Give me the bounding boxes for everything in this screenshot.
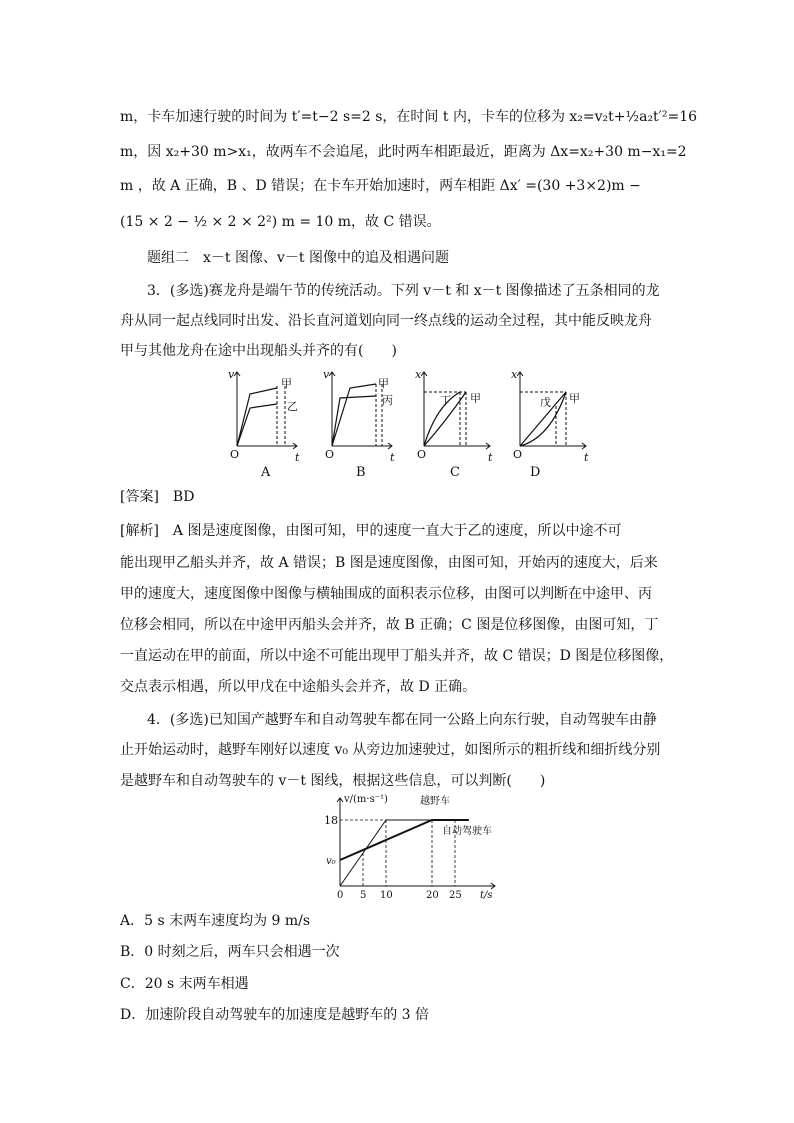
q4-option-a: A．5 s 末两车速度均为 9 m/s	[120, 913, 311, 929]
graph-a-label-yi: 乙	[287, 400, 298, 413]
q3-stem-line-1: 3．(多选)赛龙舟是端午节的传统活动。下列 v－t 和 x－t 图像描述了五条相同的龙	[147, 283, 660, 299]
solution-line-3: m ，故 A 正确，B 、D 错误；在卡车开始加速时，两车相距 Δx′ =(30 +3×2)m −	[120, 178, 641, 194]
q3-analysis-line-1: [解析] A 图是速度图像，由图可知，甲的速度一直大于乙的速度，所以中途不可	[120, 523, 622, 539]
q3-stem-line-2: 舟从同一起点线同时出发、沿长直河道划向同一终点线的运动全过程，其中能反映龙舟	[120, 313, 652, 329]
graph-a-xlabel: t	[295, 451, 300, 464]
q4-xtick-20: 20	[426, 890, 439, 901]
solution-line-2: m，因 x₂+30 m>x₁，故两车不会追尾，此时两车相距最近，距离为 Δx=x₂+30 m−x₁=2	[120, 144, 687, 160]
q4-stem-line-1: 4．(多选)已知国产越野车和自动驾驶车都在同一公路上向东行驶，自动驾驶车由静	[147, 712, 657, 728]
q4-xtick-25: 25	[449, 890, 462, 901]
q3-analysis-line-6: 交点表示相遇，所以甲戊在中途船头会并齐，故 D 正确。	[120, 679, 477, 695]
graph-b	[320, 366, 400, 480]
q3-analysis-line-4: 位移会相同，所以在中途甲丙船头会并齐，故 B 正确；C 图是位移图像，由图可知，丁	[120, 617, 659, 633]
graph-d-ylabel: x	[511, 368, 518, 381]
graph-a-caption: A	[261, 465, 271, 480]
graph-d-caption: D	[530, 465, 541, 480]
q4-option-b: B．0 时刻之后，两车只会相遇一次	[120, 944, 340, 960]
graph-b-xlabel: t	[390, 451, 395, 464]
graph-c	[412, 366, 502, 480]
q4-ytick-v0: v₀	[326, 856, 336, 867]
graph-d-label-jia: 甲	[569, 392, 580, 405]
graph-b-origin: O	[325, 448, 335, 461]
q4-xlabel: t/s	[480, 890, 493, 901]
graph-d-origin: O	[513, 448, 523, 461]
q4-ytick-18: 18	[324, 814, 338, 827]
section-title: 题组二 x－t 图像、v－t 图像中的追及相遇问题	[147, 250, 449, 266]
graph-b-caption: B	[356, 465, 366, 480]
graph-c-label-ding: 丁	[440, 394, 451, 407]
q4-ylabel: v/(m·s⁻¹)	[344, 794, 388, 805]
q3-analysis-line-2: 能出现甲乙船头并齐，故 A 错误；B 图是速度图像，由图可知，开始丙的速度大，后来	[120, 555, 658, 571]
solution-line-1: m，卡车加速行驶的时间为 t′=t−2 s=2 s，在时间 t 内，卡车的位移为 x₂=v₂t+½a₂t′²=16	[120, 109, 698, 125]
q4-xtick-10: 10	[380, 890, 393, 901]
q4-label-offroad: 越野车	[420, 796, 450, 807]
graph-b-label-bing: 丙	[382, 394, 393, 407]
graph-c-label-jia: 甲	[470, 392, 481, 405]
graph-b-ylabel: v	[323, 368, 330, 381]
q4-xtick-5: 5	[360, 890, 367, 901]
q3-stem-line-3: 甲与其他龙舟在途中出现船头并齐的有( )	[120, 343, 397, 359]
graph-d-xlabel: t	[584, 451, 589, 464]
graph-c-ylabel: x	[415, 368, 422, 381]
q4-stem-line-2: 止开始运动时，越野车刚好以速度 v₀ 从旁边加速驶过，如图所示的粗折线和细折线分别	[120, 742, 661, 758]
q4-option-d: D．加速阶段自动驾驶车的加速度是越野车的 3 倍	[120, 1007, 430, 1023]
q4-vt-graph	[320, 790, 510, 900]
q3-analysis-line-3: 甲的速度大，速度图像中图像与横轴围成的面积表示位移，由图可以判断在中途甲、丙	[120, 586, 652, 602]
q3-answer: [答案] BD	[120, 489, 195, 505]
graph-a-ylabel: v	[228, 368, 235, 381]
graph-d-label-wu: 戊	[540, 396, 551, 409]
graph-c-origin: O	[417, 448, 427, 461]
solution-line-4: (15 × 2 − ½ × 2 × 2²) m = 10 m，故 C 错误。	[120, 214, 441, 230]
q3-analysis-line-5: 一直运动在甲的前面，所以中途不可能出现甲丁船头并齐，故 C 错误；D 图是位移图像，	[120, 648, 674, 664]
graph-d	[508, 366, 598, 480]
graph-c-xlabel: t	[488, 451, 493, 464]
graph-b-label-jia: 甲	[378, 377, 389, 390]
graph-c-caption: C	[450, 465, 460, 480]
graph-a	[225, 366, 305, 480]
q4-stem-line-3: 是越野车和自动驾驶车的 v－t 图线，根据这些信息，可以判断( )	[120, 773, 546, 789]
q4-xtick-0: 0	[337, 890, 344, 901]
q4-label-autonomous: 自动驾驶车	[442, 826, 492, 837]
graph-a-origin: O	[230, 448, 240, 461]
graph-a-label-jia: 甲	[281, 377, 292, 390]
q4-option-c: C．20 s 末两车相遇	[120, 976, 249, 992]
